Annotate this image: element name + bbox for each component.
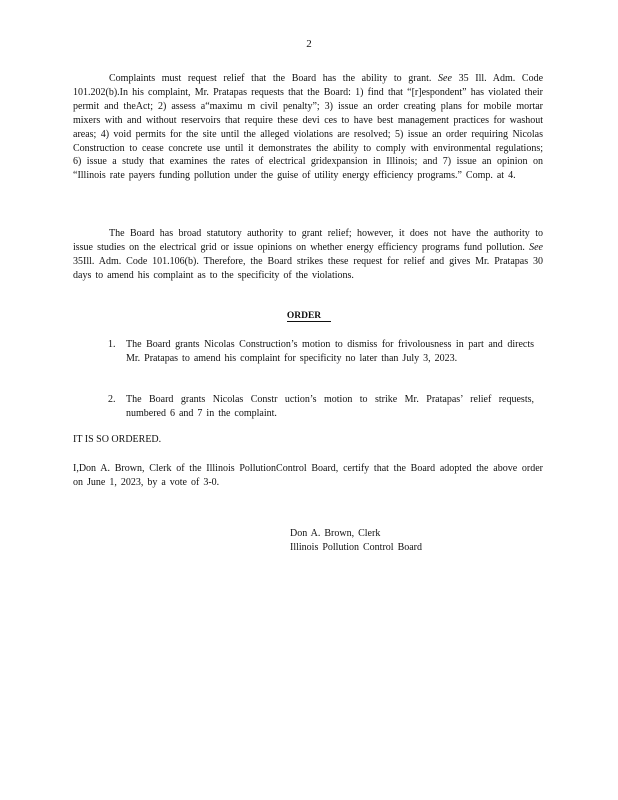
clerk-certification <box>73 462 543 490</box>
signature-block <box>290 527 422 555</box>
order-item-text: The Board grants Nicolas Construction’s motion to dismiss for frivolousness in part and directs Mr. Pratapas to amend his complaint for specificity no later than July 3, 2023. <box>126 339 534 364</box>
authority-paragraph-text-2: 35Ill. Adm. Code 101.106(b). Therefore, the Board strikes these request for relief and gives Mr. Pratapas 30 days to amend his complaint as to the specificity of the violations. <box>73 255 543 281</box>
see-citation-signal: See <box>529 241 543 253</box>
order-item-number: 2. <box>108 394 116 405</box>
relief-paragraph <box>73 72 543 183</box>
order-heading <box>0 311 618 321</box>
certification-text: I,Don A. Brown, Clerk of the Illinois PollutionControl Board, certify that the Board adopted the above order on June 1, 2023, by a vote of 3-0. <box>73 463 543 488</box>
authority-paragraph-text-1: The Board has broad statutory authority to grant relief; however, it does not have the authority to issue studies on the electrical grid or issue opinions on whether energy efficiency programs fund pollution. <box>73 228 543 253</box>
order-item <box>108 338 534 366</box>
order-item <box>108 393 534 421</box>
order-item-number: 1. <box>108 339 116 350</box>
signature-name: Don A. Brown, Clerk <box>290 528 381 539</box>
page-number: 2 <box>306 38 312 50</box>
see-citation-signal: See <box>438 73 452 84</box>
order-item-text: The Board grants Nicolas Constr uction’s motion to strike Mr. Pratapas’ relief requests, numbered 6 and 7 in the complaint. <box>126 394 534 419</box>
so-ordered-line: IT IS SO ORDERED. <box>73 434 162 445</box>
relief-paragraph-text-1: Complaints must request relief that the Board has the ability to grant. <box>109 73 439 84</box>
signature-organization: Illinois Pollution Control Board <box>290 542 423 553</box>
relief-paragraph-text-2: 35 Ill. Adm. Code 101.202(b).In his complaint, Mr. Pratapas requests that the Board: 1) find that “[r]espondent” has violated their permit and theAct; 2) assess a“maximu m civil penalty”; 3) issue an order creating plans for mobile mortar mixers with and without reservoirs that require these devi ces to have best management practices for washout areas; 4) void permits for the site until the alleged violations are resolved; 5) issue an order requiring Nicolas Construction to cease concrete use until it demonstrates the ability to comply with environmental regulations; 6) issue a study that examines the rates of electrical gridexpansion in Illinois; and 7) issue an opinion on “Illinois rate payers funding pollution under the guise of utility energy efficiency programs.” Comp. at 4. <box>73 73 544 182</box>
order-heading-text: ORDER <box>287 311 331 322</box>
authority-paragraph <box>73 227 543 283</box>
